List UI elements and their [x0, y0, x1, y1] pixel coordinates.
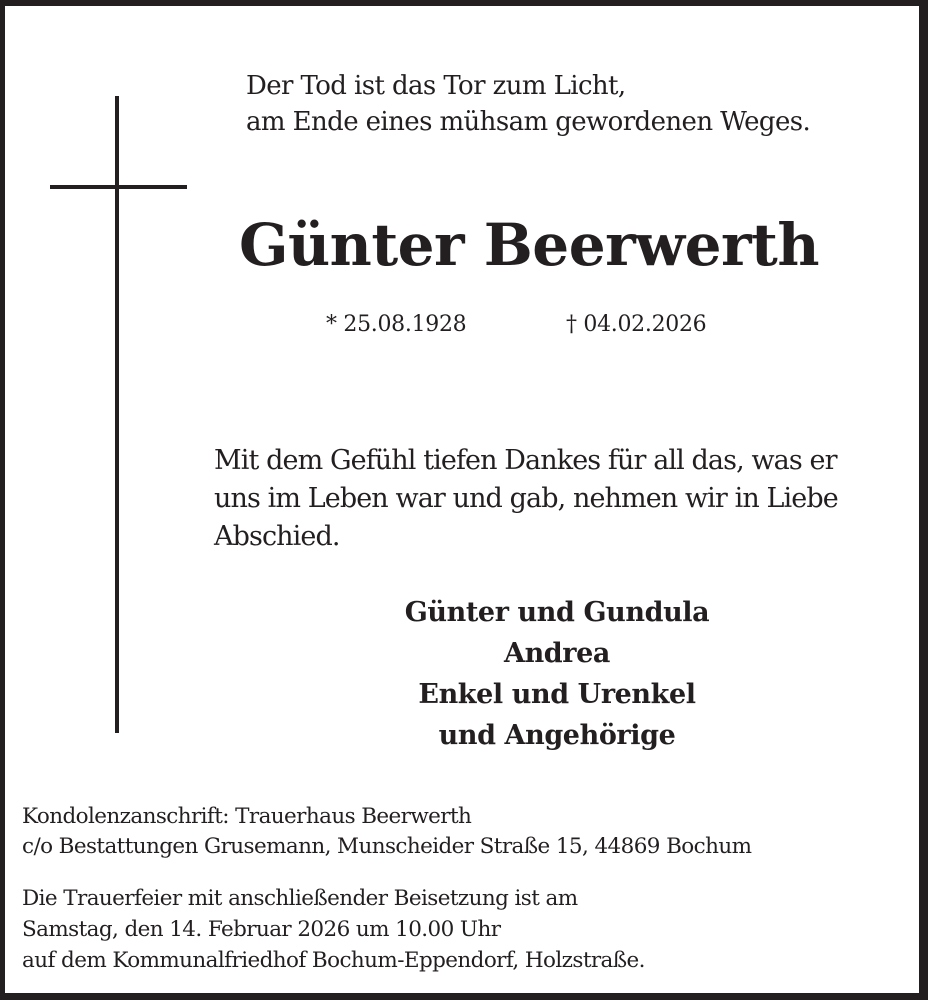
- mourner-entry: Andrea: [504, 638, 610, 669]
- funeral-service-info: [22, 883, 645, 976]
- cross-icon-vertical-bar: [115, 96, 119, 733]
- death-date: † 04.02.2026: [566, 312, 707, 337]
- message-line: Abschied.: [214, 521, 340, 552]
- address-line: c/o Bestattungen Grusemann, Munscheider Straße 15, 44869 Bochum: [22, 834, 752, 859]
- mourners-list: [230, 592, 884, 756]
- message-line: Mit dem Gefühl tiefen Dankes für all das, was er: [214, 445, 837, 476]
- birth-date: * 25.08.1928: [326, 312, 467, 337]
- motto-quote: [246, 68, 810, 140]
- motto-line: am Ende eines mühsam gewordenen Weges.: [246, 107, 811, 137]
- message-line: uns im Leben war und gab, nehmen wir in Liebe: [214, 483, 838, 514]
- mourner-entry: und Angehörige: [438, 720, 676, 751]
- condolence-address: [22, 802, 751, 862]
- mourner-entry: Enkel und Urenkel: [418, 679, 696, 710]
- deceased-name: Günter Beerwerth: [238, 211, 820, 279]
- service-line: Samstag, den 14. Februar 2026 um 10.00 Uhr: [22, 917, 501, 942]
- motto-line: Der Tod ist das Tor zum Licht,: [246, 71, 626, 101]
- address-line: Kondolenzanschrift: Trauerhaus Beerwerth: [22, 804, 472, 829]
- service-line: auf dem Kommunalfriedhof Bochum-Eppendorf, Holzstraße.: [22, 948, 645, 973]
- farewell-message: [214, 442, 838, 556]
- cross-icon-horizontal-bar: [50, 185, 187, 189]
- mourner-entry: Günter und Gundula: [404, 597, 710, 628]
- service-line: Die Trauerfeier mit anschließender Beisetzung ist am: [22, 886, 578, 911]
